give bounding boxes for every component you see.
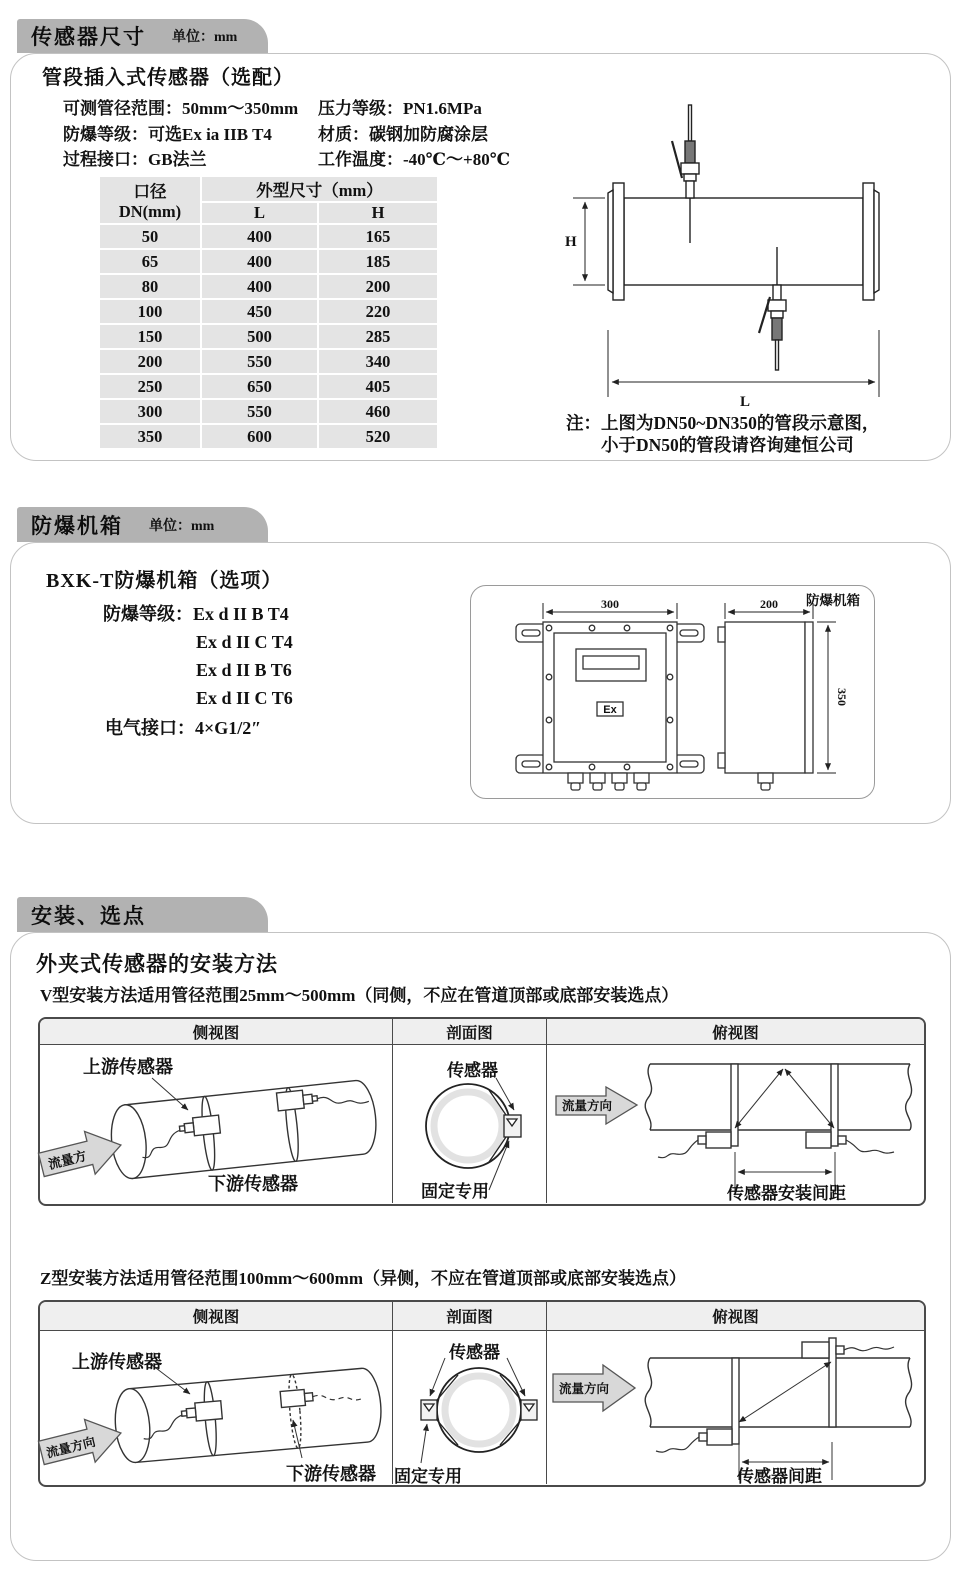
header-side-view: 侧视图 xyxy=(192,1309,240,1326)
section-title: 安装、选点 xyxy=(31,904,146,928)
table-row: 100 450 220 xyxy=(100,300,437,323)
sensor-spacing-label: 传感器间距 xyxy=(737,1467,822,1486)
installation-tab xyxy=(17,897,268,932)
clamp-rail-downstream xyxy=(829,1338,836,1427)
ex-mark: Ex xyxy=(603,704,617,716)
sensor-downstream xyxy=(802,1342,894,1358)
header-top-view: 俯视图 xyxy=(546,1302,924,1330)
pipe-flange-right-cap xyxy=(874,190,879,293)
sound-path xyxy=(735,1069,834,1128)
sensor-2 xyxy=(806,1132,894,1153)
unit-label: 单位：mm xyxy=(172,30,238,45)
flow-label: 流量方向 xyxy=(44,1434,97,1461)
flow-direction-arrow xyxy=(36,1412,126,1475)
col-header-h: H xyxy=(319,203,437,223)
fixture-label: 固定专用 xyxy=(421,1182,489,1201)
spec-pipe-range: 可测管径范围：50mm～350mm xyxy=(63,99,299,118)
table-row: 250 650 405 xyxy=(100,375,437,398)
v-method-note: V型安装方法适用管径范围25mm～500mm（同侧，不应在管道顶部或底部安装选点） xyxy=(40,986,679,1005)
ex-rating-line-2: Ex d II C T4 xyxy=(196,632,293,652)
clamp-rail-1 xyxy=(731,1064,738,1146)
col-header-dn-line1: 口径 xyxy=(133,182,167,201)
upstream-sensor-label: 上游传感器 xyxy=(72,1352,162,1372)
clamp-rail-2 xyxy=(831,1064,838,1146)
unit-label: 单位：mm xyxy=(149,518,215,534)
downstream-sensor-label: 下游传感器 xyxy=(208,1174,298,1194)
spec-ex-rating: 防爆等级：可选Ex ia IIB T4 xyxy=(63,125,272,144)
fixture-leader-arrow xyxy=(421,1424,427,1463)
downstream-sensor-label: 下游传感器 xyxy=(286,1464,376,1484)
table-row: 65 400 185 xyxy=(100,250,437,273)
section-title: 传感器尺寸 xyxy=(31,26,146,49)
z-table-header xyxy=(40,1302,924,1331)
flow-direction-arrow xyxy=(556,1087,637,1124)
table-row: 200 550 340 xyxy=(100,350,437,373)
section-title: 防爆机箱 xyxy=(31,514,123,538)
hinge-bottom xyxy=(718,753,725,768)
sound-path xyxy=(739,1362,831,1422)
sensor-label: 传感器 xyxy=(449,1343,500,1362)
dim-height-label: 350 xyxy=(835,688,849,706)
flow-label: 流量方向 xyxy=(559,1382,610,1396)
ex-rating-line-1 xyxy=(103,600,289,626)
header-side-view: 侧视图 xyxy=(192,1024,240,1042)
sensor-dimensions-tab xyxy=(17,19,268,53)
col-header-outline: 外型尺寸（mm） xyxy=(202,177,437,201)
enclosure-diagram xyxy=(470,585,873,797)
ex-rating-line-4: Ex d II C T6 xyxy=(196,688,293,708)
note-line-1: 注：上图为DN50~DN350的管段示意图， xyxy=(566,413,880,433)
table-row: 80 400 200 xyxy=(100,275,437,298)
enclosure-side-body xyxy=(725,622,805,773)
sensor-upstream xyxy=(656,1429,732,1452)
pipe-cylinder xyxy=(129,1367,384,1462)
header-section-view: 剖面图 xyxy=(392,1302,546,1330)
flow-label: 流量方向 xyxy=(562,1099,613,1113)
dim-width-label: 300 xyxy=(601,597,619,611)
enclosure-diagram-title: 防爆机箱 xyxy=(806,593,860,608)
z-top-view-diagram xyxy=(548,1330,922,1482)
pipe-walls xyxy=(650,1064,910,1130)
table-row: 50 400 165 xyxy=(100,225,437,248)
flow-direction-arrow xyxy=(553,1365,635,1411)
electrical-interface: 电气接口：4×G1/2″ xyxy=(105,718,262,738)
table-row: 150 500 285 xyxy=(100,325,437,348)
pipe-body xyxy=(624,198,863,285)
pipe-cross-section xyxy=(426,1084,510,1168)
clamp-rail-upstream xyxy=(732,1358,739,1444)
spec-material: 材质：碳钢加防腐涂层 xyxy=(318,125,488,144)
pipe-cross-section xyxy=(437,1368,521,1452)
col-header-dn-line2: DN(mm) xyxy=(118,202,182,221)
pipe-flange-right xyxy=(863,183,874,300)
insertion-sensor-subtitle: 管段插入式传感器（选配） xyxy=(42,67,294,89)
v-table-header xyxy=(40,1019,924,1045)
spec-temperature: 工作温度：-40℃～+80℃ xyxy=(318,150,511,169)
header-top-view: 俯视图 xyxy=(546,1019,924,1044)
explosionproof-box-tab xyxy=(17,507,268,542)
sensor-spacing-label: 传感器安装间距 xyxy=(727,1184,846,1203)
spec-pressure: 压力等级：PN1.6MPa xyxy=(318,99,482,118)
display-screen xyxy=(583,656,639,669)
header-section-view: 剖面图 xyxy=(392,1019,546,1044)
ex-rating-line-3: Ex d II B T6 xyxy=(196,660,292,680)
dim-l-label: L xyxy=(740,394,751,410)
enclosure-side-door xyxy=(805,622,813,773)
col-header-dn xyxy=(100,177,200,223)
fixture-label: 固定专用 xyxy=(394,1467,462,1486)
ex-rating-value: Ex d II B T4 xyxy=(193,604,289,624)
z-method-note: Z型安装方法适用管径范围100mm～600mm（异侧，不应在管道顶部或底部安装选点） xyxy=(40,1269,686,1288)
pipe-cylinder xyxy=(125,1079,379,1179)
sensor-label: 传感器 xyxy=(447,1061,498,1080)
table-row: 300 550 460 xyxy=(100,400,437,423)
pipe-section-diagram xyxy=(545,85,955,415)
dim-h-label: H xyxy=(565,234,577,250)
dimension-table xyxy=(98,175,439,450)
col-header-l: L xyxy=(202,203,317,223)
spec-process-conn: 过程接口：GB法兰 xyxy=(63,150,207,169)
table-row: 350 600 520 xyxy=(100,425,437,448)
cable-glands xyxy=(568,773,649,790)
note-line-2: 小于DN50的管段请咨询建恒公司 xyxy=(601,435,854,455)
bxk-subtitle: BXK-T防爆机箱（选项） xyxy=(46,570,283,592)
clampon-method-subtitle: 外夹式传感器的安装方法 xyxy=(36,953,278,976)
flow-label: 流量方 xyxy=(46,1147,89,1172)
ex-rating-label: 防爆等级： xyxy=(103,604,193,624)
pipe-flange-left xyxy=(613,183,624,300)
pipe-flange-left-cap xyxy=(608,190,613,293)
pipe-walls xyxy=(650,1358,910,1427)
upstream-sensor-label: 上游传感器 xyxy=(83,1057,173,1077)
hinge-top xyxy=(718,627,725,642)
dim-depth-label: 200 xyxy=(760,597,778,611)
sensor-1 xyxy=(658,1132,731,1158)
